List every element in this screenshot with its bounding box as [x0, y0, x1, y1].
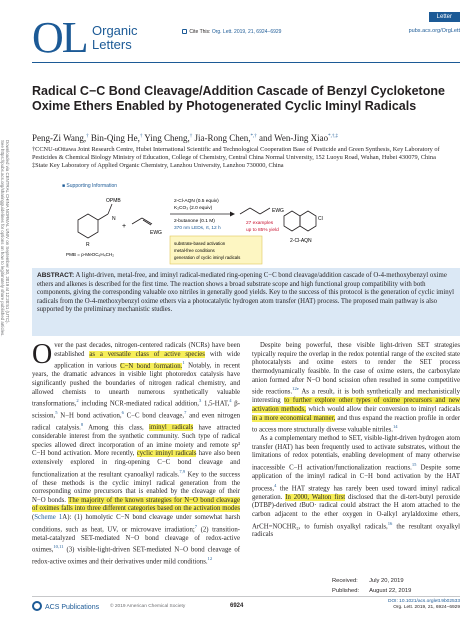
body-text: (2) transition-metal-catalyzed SET-mediated N−O bond cleavage of redox-active oximes, [32, 526, 241, 554]
author-affiliation-marker: *,†,‡ [328, 134, 339, 139]
ewg-label: EWG [150, 230, 162, 236]
author-name[interactable]: Ying Cheng, [144, 133, 190, 143]
journal-name-line2: Letters [92, 37, 132, 52]
article-title: Radical C−C Bond Cleavage/Addition Cascade of Benzyl Cycloketone Oxime Ethers Enabled by Photogenerated Cyclic Iminyl Radicals [32, 84, 445, 113]
cite-label: Cite This: [189, 29, 211, 35]
citation-link[interactable]: 14 [393, 424, 398, 430]
body-text: (3) visible-light-driven SET-mediated N−O bond cleavage of redox-active oximes and their derivatives under mild conditions. [32, 546, 240, 566]
body-text: β-scission, [32, 400, 240, 420]
body-text: As a result, it is both synthetically and mechanistically interesting [252, 388, 460, 405]
body-text: As a complementary method to SET, visible-light-driven hydrogen atom transfer (HAT) has been frequently used to activate substrates, without the limitations of redox potentials, enabling development of many otherwise inaccessible C−H activation/functionalization reactions. [252, 435, 460, 472]
citation-link[interactable]: 10,11 [53, 544, 64, 550]
paragraph [252, 435, 460, 540]
catalyst-structure [284, 211, 323, 244]
opmb-label: OPMB [106, 198, 121, 204]
highlight-3: generation of cyclic iminyl radicals [174, 255, 241, 260]
graphical-abstract [62, 190, 328, 270]
body-text: have also been extensively explored in ring-opening C−C bond cleavage and functionalization at the resultant cyanoalkyl radicals. [32, 450, 240, 478]
highlighted-text: cyclic iminyl radicals [136, 450, 197, 458]
received-date: July 20, 2019 [369, 578, 404, 584]
published-date: August 22, 2019 [369, 588, 412, 594]
citation-link[interactable]: 7 [194, 523, 198, 529]
footer-citation: Org. Lett. 2019, 21, 6924−6929 [393, 605, 460, 610]
doi-link[interactable]: DOI: 10.1021/acs.orglett.9b02533 [387, 599, 460, 604]
alkene-structure [132, 218, 162, 236]
article-type-badge: Letter [429, 12, 460, 22]
acs-publications-logo[interactable] [32, 601, 99, 611]
highlighted-text: iminyl radicals [149, 424, 194, 432]
examples-count: 27 examples [246, 221, 274, 226]
abstract-text: A light-driven, metal-free, and iminyl radical-mediated ring-opening C−C bond cleavage/addition cascade of O-4-methoxybenzyl oxime ethers and alkenes is described for the first time. The reaction shows a broad substrate scope and high functional group compatibility with both components, giving the corresponding valuable oxo nitriles in generally good yields. Key to the success of this protocol is the generation of cyclic iminyl radicals from the O-4-methoxybenzyl oxime ethers via a photocatalytic hydrogen atom transfer (HAT) process. The proposed main pathway is also supported by the preliminary mechanistic studies. [37, 272, 454, 313]
body-text: have attracted considerable interest from the synthetic community. Such type of radical species allowed direct incorporation of an imine moiety and remote sp³ C−H bond activation. More recently, [32, 424, 241, 458]
chlorine-label: Cl [318, 216, 323, 222]
abstract-heading: ABSTRACT: [37, 272, 75, 279]
citation-link[interactable]: 7 [184, 410, 187, 416]
acs-logo-icon [32, 601, 42, 611]
sharing-guidelines-line: See https://pubs.acs.org/sharingguidelines for options on how to legitimately share published articles. [0, 140, 5, 337]
body-text: ver the past decades, nitrogen-centered radicals (NCRs) have been established [54, 342, 240, 358]
footer-divider [32, 596, 460, 597]
download-line: Downloaded via CENTRAL CHINA NORMAL UNIV on September 30, 2019 at 12:20:51 (UTC). [5, 140, 10, 324]
received-label: Received: [332, 578, 358, 584]
citation-link[interactable]: 4 [274, 482, 277, 488]
drop-cap: O [32, 339, 53, 370]
highlights-box [170, 236, 262, 264]
citation-link[interactable]: 6 [121, 410, 124, 416]
body-text: with wide application in various [54, 350, 241, 370]
reactant-structure [66, 198, 121, 257]
body-text: Among this class, [83, 424, 150, 432]
citation-link[interactable]: 4 [229, 398, 232, 404]
catalyst-name: 2-Cl-AQN [290, 238, 312, 244]
citation-link[interactable]: 15 [411, 462, 417, 468]
citation-link[interactable]: 2 [76, 398, 79, 404]
plus-sign: + [122, 223, 127, 230]
affiliations [32, 146, 452, 171]
author-name[interactable]: Peng-Zi Wang, [32, 133, 87, 143]
yield-range: up to 85% yield [246, 228, 279, 233]
citation-link[interactable]: 12 [207, 556, 213, 562]
pmb-definition: PMB = p-MeOC₆H₄CH₂ [66, 252, 115, 257]
condition-light: 370 nm LEDs, rt, 12 h [174, 226, 221, 231]
author-list [32, 131, 452, 144]
highlighted-text: The majority of the known strategies for N−O bond cleavage of oximes falls into three different categories based on the activation modes [32, 496, 240, 513]
highlighted-text: C−N bond formation. [120, 362, 183, 370]
journal-logo: OL [32, 13, 87, 62]
reaction-conditions [170, 198, 235, 231]
cite-link[interactable]: Org. Lett. 2019, 21, 6924−6929 [211, 29, 282, 35]
author-name[interactable]: and Wen-Jing Xiao [259, 133, 329, 143]
product-structure [240, 208, 284, 233]
citation-link[interactable]: 16 [387, 520, 393, 526]
journal-name-line1: Organic [92, 23, 138, 38]
affiliation-2: ‡State Key Laboratory of Applied Organic Chemistry, Lanzhou University, Lanzhou 730000, China [32, 162, 284, 170]
n-atom-label: N [112, 216, 116, 222]
acs-logo-text: ACS Publications [45, 604, 100, 611]
condition-catalyst: 2-Cl-AQN (0.5 equiv) [174, 199, 219, 204]
body-text: Despite being powerful, these visible light-driven SET strategies typically require the overlap in the redox potential range of the excited state photocatalysts and oxime esters to render the SET process thermodynamically feasible. In the case of oxime esters, the carboxylate anion formed after N−O bond scission often resulted in some competitive side reactions. [252, 342, 460, 396]
author-affiliation-marker: *,† [250, 134, 257, 139]
body-text: including NCR-mediated radical addition, [78, 400, 199, 408]
italic-text: t [299, 502, 302, 510]
body-text: Despite some application of the iminyl radical in C−H bond activation by the HAT process, [252, 464, 460, 492]
highlight-2: metal-free conditions [174, 248, 215, 253]
body-text: the resultant oxyalkyl radicals [252, 522, 460, 539]
cite-bar[interactable] [182, 29, 281, 35]
body-text: and thus expand the reaction profile in order to access more structurally diverse valuable nitriles. [252, 414, 460, 434]
paragraph [252, 342, 460, 435]
page-number: 6924 [230, 603, 244, 609]
doi-block [388, 599, 460, 611]
highlight-1: substrate-based activation [174, 241, 226, 246]
body-text: A): (1) homolytic C−N bond cleavage under somewhat harsh conditions, such as heat, UV, or microwave irradiation; [32, 514, 240, 534]
author-name[interactable]: Bin-Qing He, [90, 133, 140, 143]
body-text: and even nitrogen radical catalysis. [32, 412, 240, 432]
body-text: C−C bond cleavage, [123, 412, 185, 420]
supporting-info-icon: ■ [62, 183, 67, 189]
body-column-right [252, 342, 460, 540]
journal-name [92, 24, 138, 52]
citation-link[interactable]: 5 [55, 410, 58, 416]
body-text: BuO· radical could abstract the H atom attached to the carbon adjacent to the ether oxygen in O-alkyl arylaldoxime ethers, ArCH=NOCHR₂, to furnish oxyalkyl radicals, [252, 502, 460, 530]
journal-url-link[interactable]: pubs.acs.org/OrgLett [408, 28, 460, 34]
author-affiliation-marker: † [86, 134, 89, 139]
product-ewg-label: EWG [272, 208, 284, 214]
body-text: 1,5-HAT, [201, 400, 230, 408]
condition-solvent: 2-butanone (0.1 M) [174, 219, 215, 224]
citation-link[interactable]: 7,9 [179, 468, 186, 474]
author-affiliation-marker: † [139, 134, 143, 139]
citation-link[interactable]: 1 [182, 360, 185, 366]
author-affiliation-marker: † [189, 134, 193, 139]
r-label: R [86, 242, 90, 248]
abstract-box [32, 268, 460, 336]
citation-link[interactable]: 12e [292, 386, 299, 392]
published-row [332, 587, 419, 595]
body-text: disclosed that the di-tert-butyl peroxide (DTBP)-derived [252, 493, 460, 510]
highlighted-text: to further explore other types of oxime precursors and new activation methods, [252, 397, 460, 413]
supporting-information-link[interactable]: ■ Supporting Information [62, 183, 118, 189]
body-text: ( [32, 514, 35, 522]
body-text: which would allow their conversion to iminyl radicals [305, 405, 460, 413]
highlighted-text: as a versatile class of active species [89, 350, 205, 358]
highlighted-text: In 2000, Walton first [285, 493, 346, 501]
author-name[interactable]: Jia-Rong Chen, [194, 133, 251, 143]
citation-link[interactable]: 3 [198, 398, 202, 404]
received-row [332, 577, 419, 585]
citation-link[interactable]: 8 [80, 422, 84, 428]
body-text: N−H bond activation, [57, 412, 122, 420]
body-text: Key to the success of these methods is the cyclic iminyl radical generation from the corresponding oxime precursors that is enabled by the cleavage of their N−O bonds. [32, 470, 240, 504]
body-text: Notably, in recent years, the dramatic advances in visible light photoredox catalysis have significantly pushed the boundaries of nitrogen radical chemistry, and allowed chemists to unearth numerous synthetically valuable transformations, [32, 362, 240, 408]
highlighted-text: in a more economical manner, [252, 414, 336, 422]
cite-icon [182, 29, 187, 34]
publication-dates [330, 575, 421, 597]
body-text: the HAT strategy has rarely been used toward iminyl radical generation. [252, 484, 460, 501]
copyright-notice: © 2019 American Chemical Society [110, 604, 186, 609]
download-watermark [1, 140, 10, 540]
header-divider [32, 62, 460, 63]
body-column-left [32, 339, 241, 567]
published-label: Published: [332, 588, 360, 594]
condition-base: K₂CO₃ (2.0 equiv) [174, 206, 213, 211]
scheme-link[interactable]: Scheme 1 [34, 514, 63, 522]
affiliation-1: †CCNU-uOttawa Joint Research Centre, Hubei International Scientific and Technological Cooperation Base of Pesticide and Green Synthesis, Key Laboratory of Pesticides & Chemical Biology Ministry of Education, College of Chemistry, Central China Normal University, 152 Luoyu Road, Wuhan, Hubei 430079, China [32, 146, 440, 162]
